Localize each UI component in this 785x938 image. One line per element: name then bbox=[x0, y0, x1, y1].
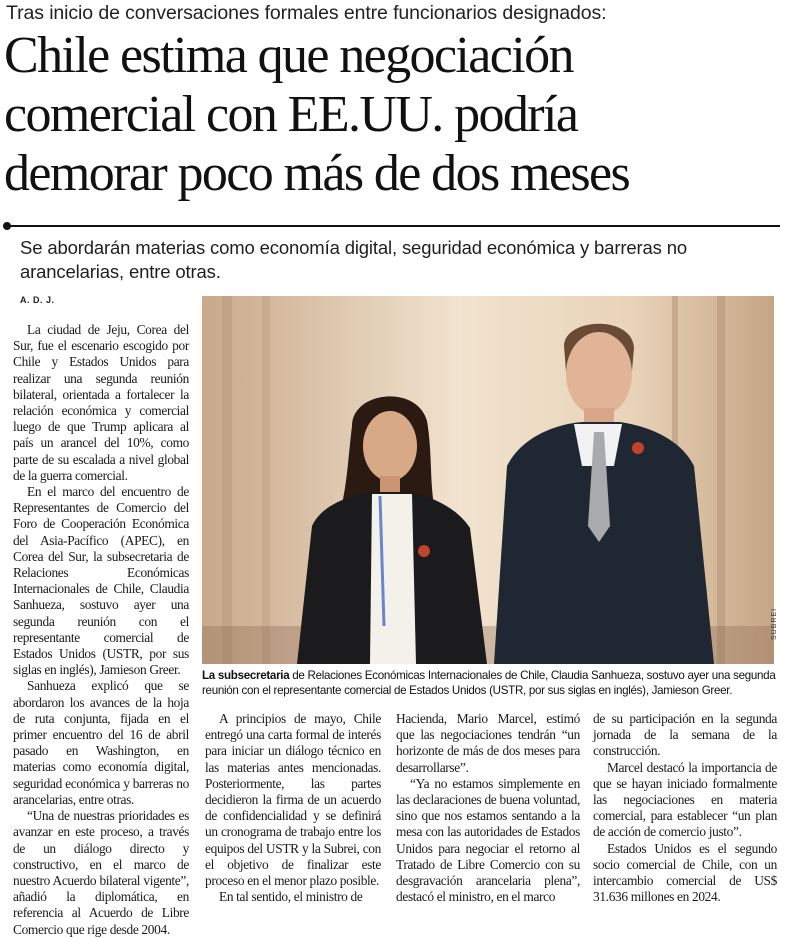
photo-illustration bbox=[202, 296, 774, 664]
paragraph: Hacienda, Mario Marcel, estimó que las negociaciones tendrán “un horizonte de más de dos meses para desarrollarse”. bbox=[396, 711, 580, 775]
kicker: Tras inicio de conversaciones formales entre funcionarios designados: bbox=[6, 2, 607, 24]
article-photo bbox=[202, 296, 774, 664]
headline bbox=[4, 26, 784, 203]
headline-line: Chile estima que negociación bbox=[4, 27, 573, 84]
caption-lead: La subsecretaria bbox=[202, 669, 290, 682]
caption-text: de Relaciones Económicas Internacionales de Chile, Claudia Sanhueza, sostuvo ayer una segunda reunión con el representante comercial de Estados Unidos (USTR, por sus siglas en inglés), Jamieson Greer. bbox=[202, 669, 776, 697]
paragraph: Sanhueza explicó que se abordaron los avances de la hoja de ruta conjunta, fijada en el primer encuentro del 16 de abril pasado en Washington, en materias como economía digital, seguridad económica y barreras no arancelarias, entre otras. bbox=[13, 678, 189, 807]
paragraph: A principios de mayo, Chile entregó una carta formal de interés para iniciar un diálogo técnico en las materias antes mencionadas. Posteriormente, las partes decidieron la firma de un acuerdo de confidencialidad y se definirá un cronograma de trabajo entre los equipos del USTR y la Subrei, con el objetivo de finalizar este proceso en el menor plazo posible. bbox=[205, 711, 381, 889]
headline-line: comercial con EE.UU. podría bbox=[4, 86, 578, 143]
article-column-4 bbox=[593, 711, 777, 905]
divider bbox=[10, 225, 780, 227]
paragraph: En tal sentido, el ministro de bbox=[219, 889, 363, 905]
headline-line: demorar poco más de dos meses bbox=[4, 145, 630, 202]
paragraph: Marcel destacó la importancia de que se hayan iniciado formalmente las negociaciones en materia comercial, para establecer “un plan de acción de comercio justo”. bbox=[593, 759, 777, 840]
paragraph: de su participación en la segunda jornada de la semana de la construcción. bbox=[593, 711, 777, 759]
photo-credit: SUBREI bbox=[771, 607, 778, 640]
article-column-3 bbox=[396, 711, 580, 905]
subhead: Se abordarán materias como economía digital, seguridad económica y barreras no arancelarias, entre otras. bbox=[20, 237, 688, 282]
paragraph: La ciudad de Jeju, Corea del Sur, fue el escenario escogido por Chile y Estados Unidos para realizar una segunda reunión bilateral, orientada a fortalecer la relación económica y comercial luego de que Trump aplicara al país un arancel del 10%, como parte de su escalada a nivel global de la guerra comercial. bbox=[13, 322, 189, 483]
paragraph: Estados Unidos es el segundo socio comercial de Chile, con un intercambio comercial de US$ 31.636 millones en 2024. bbox=[593, 840, 777, 905]
byline: A. D. J. bbox=[20, 295, 55, 305]
article-column-1 bbox=[13, 322, 189, 938]
article-column-2 bbox=[205, 711, 381, 905]
paragraph: “Ya no estamos simplemente en las declaraciones de buena voluntad, sino que nos estamos sentando a la mesa con las autoridades de Estados Unidos para negociar el retorno al Tratado de Libre Comercio con su desgravación arancelaria plena”, destacó el ministro, en el marco bbox=[396, 775, 580, 905]
photo-caption bbox=[202, 668, 777, 698]
paragraph: “Una de nuestras prioridades es avanzar en este proceso, a través de un diálogo directo y constructivo, en el marco de nuestro Acuerdo bilateral vigente”, añadió la diplomática, en referencia al Acuerdo de Libre Comercio que rige desde 2004. bbox=[13, 808, 189, 937]
paragraph: En el marco del encuentro de Representantes de Comercio del Foro de Cooperación Económica del Asia-Pacífico (APEC), en Corea del Sur, la subsecretaria de Relaciones Económicas Internacionales de Chile, Claudia Sanhueza, sostuvo ayer una segunda reunión con el representante comercial de Estados Unidos (USTR, por sus siglas en inglés), Jamieson Greer. bbox=[13, 484, 189, 678]
